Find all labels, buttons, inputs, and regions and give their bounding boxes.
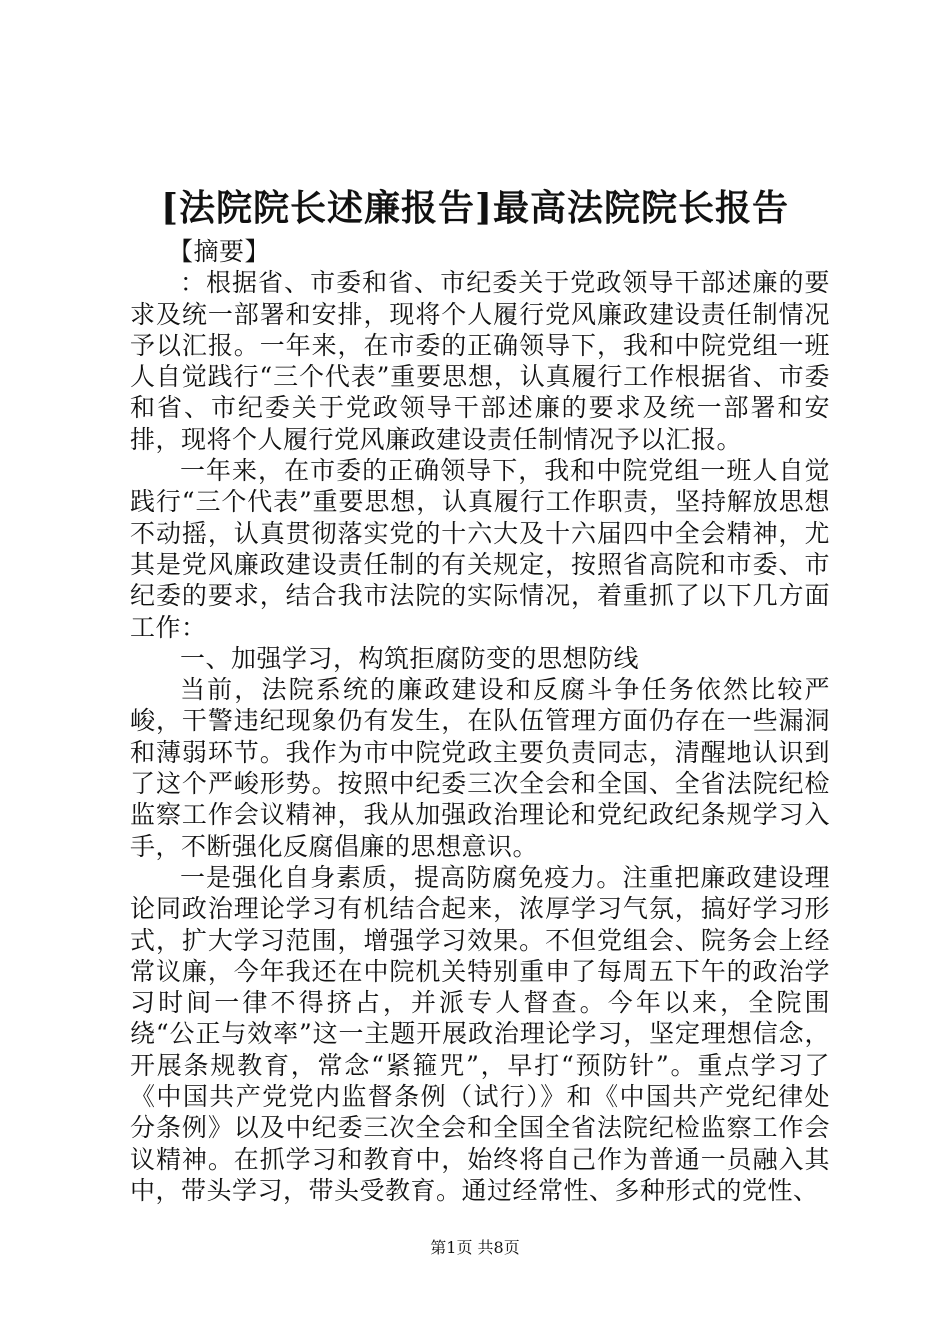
document-body bbox=[130, 236, 830, 1206]
summary-label: 【摘要】 bbox=[168, 237, 271, 266]
document-title: [法院院长述廉报告]最高法院院长报告 bbox=[160, 187, 790, 229]
body-paragraph: 当前，法院系统的廉政建设和反腐斗争任务依然比较严峻，干警违纪现象仍有发生，在队伍管理方面仍存在一些漏洞和薄弱环节。我作为市中院党政主要负责同志，清醒地认识到了这个严峻形势。按照中纪委三次全会和全国、全省法院纪检监察工作会议精神，我从加强政治理论和党纪政纪条规学习入手，不断强化反腐倡廉的思想意识。 bbox=[130, 675, 830, 861]
body-paragraph: 一年来，在市委的正确领导下，我和中院党组一班人自觉践行“三个代表”重要思想，认真履行工作职责，坚持解放思想不动摇，认真贯彻落实党的十六大及十六届四中全会精神，尤其是党风廉政建设责任制的有关规定，按照省高院和市委、市纪委的要求，结合我市法院的实际情况，着重抓了以下几方面工作： bbox=[130, 456, 830, 642]
body-paragraph: ：根据省、市委和省、市纪委关于党政领导干部述廉的要求及统一部署和安排，现将个人履行党风廉政建设责任制情况予以汇报。一年来，在市委的正确领导下，我和中院党组一班人自觉践行“三个代表”重要思想，认真履行工作根据省、市委和省、市纪委关于党政领导干部述廉的要求及统一部署和安排，现将个人履行党风廉政建设责任制情况予以汇报。 bbox=[130, 268, 830, 454]
body-paragraph: 一是强化自身素质，提高防腐免疫力。注重把廉政建设理论同政治理论学习有机结合起来，浓厚学习气氛，搞好学习形式，扩大学习范围，增强学习效果。不但党组会、院务会上经常议廉，今年我还在中院机关特别重申了每周五下午的政治学习时间一律不得挤占，并派专人督查。今年以来，全院围绕“公正与效率”这一主题开展政治理论学习，坚定理想信念，开展条规教育，常念“紧箍咒”，早打“预防针”。重点学习了《中国共产党党内监督条例（试行）》和《中国共产党纪律处分条例》以及中纪委三次全会和全国全省法院纪检监察工作会议精神。在抓学习和教育中，始终将自己作为普通一员融入其中，带头学习，带头受教育。通过经常性、多种形式的党性、 bbox=[130, 862, 830, 1205]
page-number-footer: 第1页 共8页 bbox=[430, 1238, 520, 1257]
section-heading: 一、加强学习，构筑拒腐防变的思想防线 bbox=[180, 643, 640, 673]
